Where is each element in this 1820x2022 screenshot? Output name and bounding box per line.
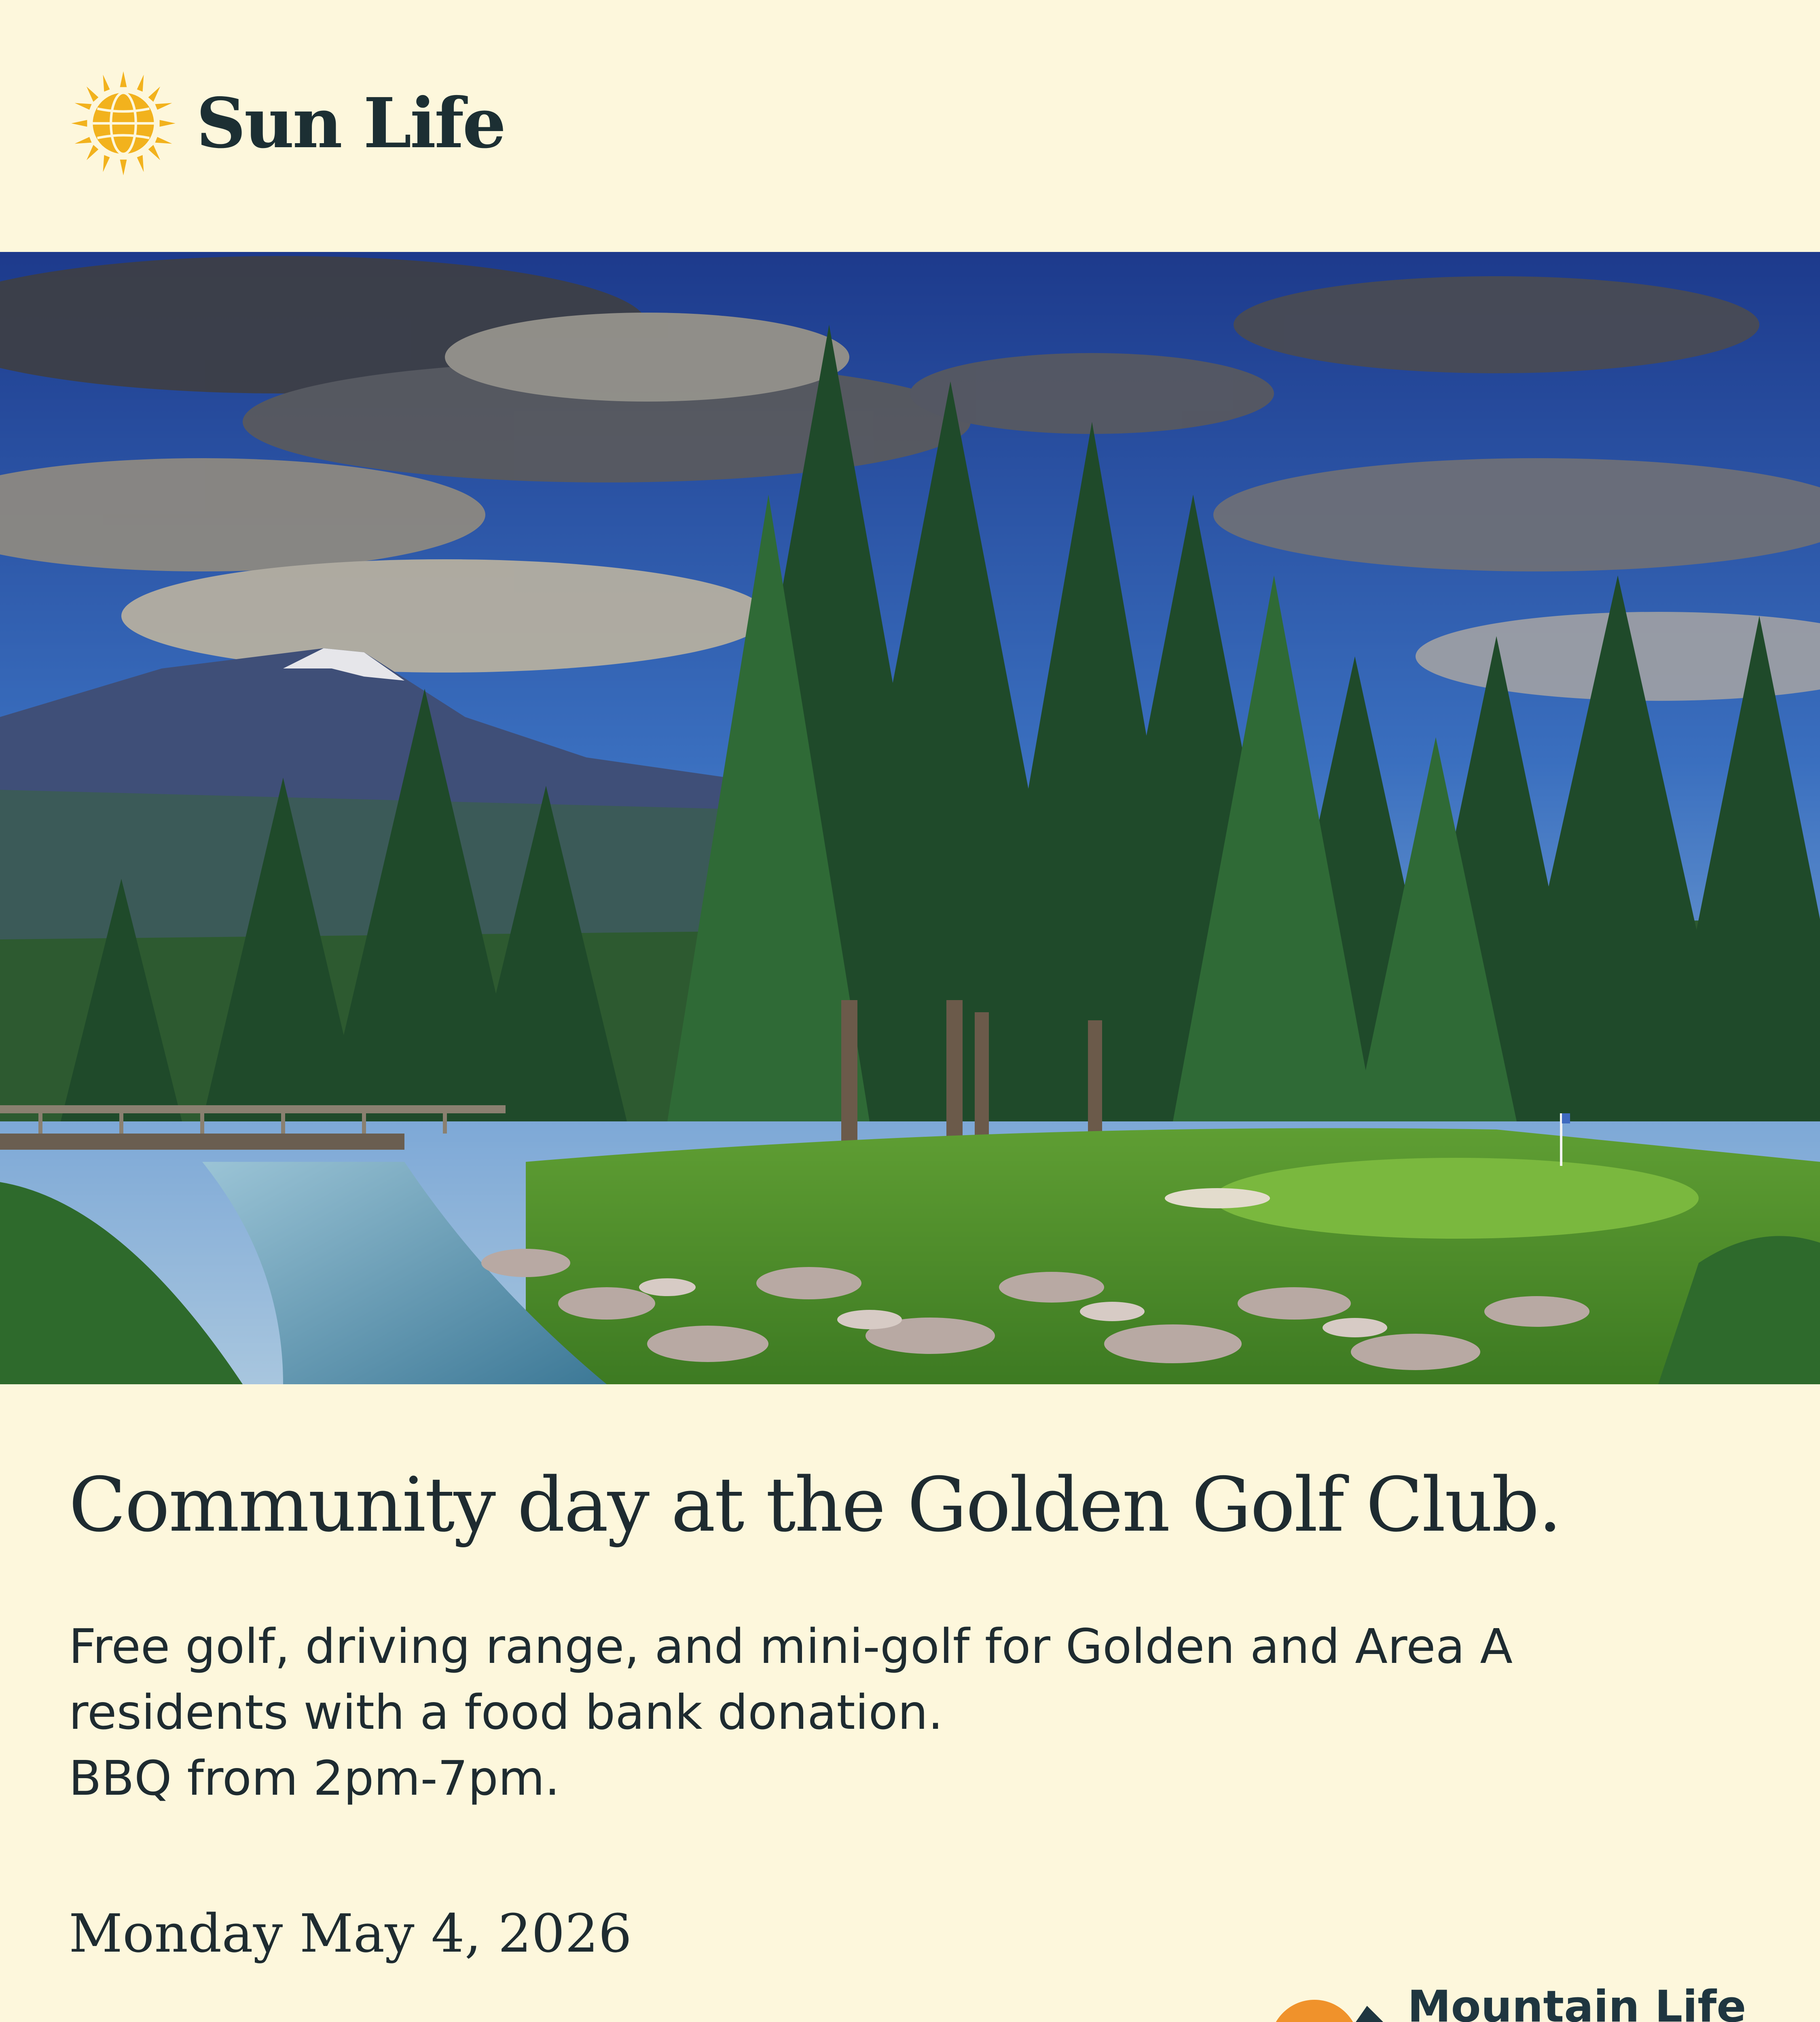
hero-photo bbox=[0, 252, 1820, 1384]
description-line: Free golf, driving range, and mini-golf for Golden and Area A bbox=[69, 1618, 1513, 1674]
mountain-life-title: Mountain Life bbox=[1407, 1982, 1746, 2022]
headline: Community day at the Golden Golf Club. bbox=[69, 1461, 1561, 1548]
sun-life-wordmark: Sun Life bbox=[196, 83, 505, 164]
description-line: residents with a food bank donation. bbox=[69, 1684, 943, 1740]
description-line: BBQ from 2pm-7pm. bbox=[69, 1750, 560, 1806]
sun-life-logo bbox=[67, 67, 524, 180]
mountain-life-logo bbox=[1213, 1982, 1780, 2022]
event-description bbox=[69, 1614, 1767, 1811]
golf-course-landscape-image bbox=[0, 252, 1820, 1384]
sun-globe-icon bbox=[67, 67, 180, 180]
event-date: Monday May 4, 2026 bbox=[69, 1903, 632, 1964]
